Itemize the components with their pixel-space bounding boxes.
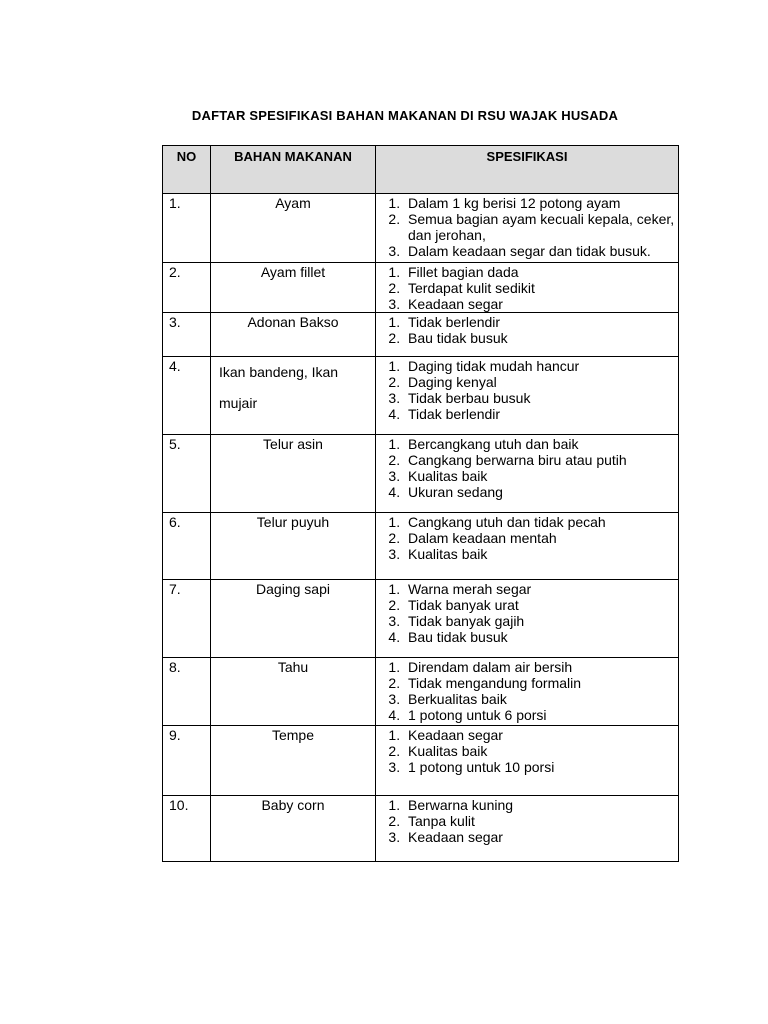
specification-item: 2. Tidak mengandung formalin (404, 675, 678, 691)
specification-item: 2. Tanpa kulit (404, 813, 678, 829)
specification-list (382, 264, 678, 312)
food-item: Ayam (211, 194, 376, 263)
specification-list (382, 436, 678, 500)
specification-list (382, 727, 678, 775)
specification-list (382, 581, 678, 645)
specification-list (382, 659, 678, 723)
specification-list (382, 797, 678, 845)
specification-item: 1. Cangkang utuh dan tidak pecah (404, 514, 678, 530)
specification-item: 2. Daging kenyal (404, 374, 678, 390)
specification-cell (376, 194, 679, 263)
specification-item: 4. Ukuran sedang (404, 484, 678, 500)
header-spesifikasi: SPESIFIKASI (376, 146, 679, 194)
specification-cell (376, 796, 679, 862)
row-number: 6. (163, 513, 211, 580)
food-item: Daging sapi (211, 580, 376, 658)
row-number: 3. (163, 313, 211, 357)
table-row (163, 313, 679, 357)
food-item: Telur asin (211, 435, 376, 513)
specification-item: 3. Keadaan segar (404, 296, 678, 312)
table-row (163, 796, 679, 862)
specification-item: 2. Bau tidak busuk (404, 330, 678, 346)
specification-item: 1. Fillet bagian dada (404, 264, 678, 280)
specification-item: 1. Bercangkang utuh dan baik (404, 436, 678, 452)
specification-item: 1. Berwarna kuning (404, 797, 678, 813)
row-number: 4. (163, 357, 211, 435)
table-header-row (163, 146, 679, 194)
table-row (163, 726, 679, 796)
specification-item: 3. Keadaan segar (404, 829, 678, 845)
specification-table (162, 145, 679, 862)
specification-item: 2. Semua bagian ayam kecuali kepala, ceker, dan jerohan, (404, 211, 678, 243)
specification-item: 2. Cangkang berwarna biru atau putih (404, 452, 678, 468)
specification-item: 3. Kualitas baik (404, 546, 678, 562)
specification-item: 1. Daging tidak mudah hancur (404, 358, 678, 374)
specification-item: 1. Warna merah segar (404, 581, 678, 597)
row-number: 10. (163, 796, 211, 862)
page-title: DAFTAR SPESIFIKASI BAHAN MAKANAN DI RSU WAJAK HUSADA (191, 108, 619, 123)
row-number: 8. (163, 658, 211, 726)
header-no: NO (163, 146, 211, 194)
row-number: 2. (163, 263, 211, 313)
table-row (163, 658, 679, 726)
specification-cell (376, 658, 679, 726)
food-item: Baby corn (211, 796, 376, 862)
specification-cell (376, 513, 679, 580)
specification-item: 3. Kualitas baik (404, 468, 678, 484)
specification-item: 2. Kualitas baik (404, 743, 678, 759)
header-bahan: BAHAN MAKANAN (211, 146, 376, 194)
food-item: Ayam fillet (211, 263, 376, 313)
food-item: Adonan Bakso (211, 313, 376, 357)
specification-item: 1. Keadaan segar (404, 727, 678, 743)
specification-item: 4. 1 potong untuk 6 porsi (404, 707, 678, 723)
table-row (163, 513, 679, 580)
food-item: Telur puyuh (211, 513, 376, 580)
table-row (163, 435, 679, 513)
food-item: Tempe (211, 726, 376, 796)
specification-item: 3. Tidak banyak gajih (404, 613, 678, 629)
specification-item: 1. Tidak berlendir (404, 314, 678, 330)
specification-cell (376, 726, 679, 796)
specification-cell (376, 580, 679, 658)
specification-item: 4. Bau tidak busuk (404, 629, 678, 645)
specification-cell (376, 313, 679, 357)
food-item: Tahu (211, 658, 376, 726)
specification-list (382, 514, 678, 562)
table-row (163, 357, 679, 435)
specification-cell (376, 263, 679, 313)
specification-cell (376, 357, 679, 435)
row-number: 9. (163, 726, 211, 796)
row-number: 5. (163, 435, 211, 513)
table-row (163, 194, 679, 263)
specification-item: 1. Dalam 1 kg berisi 12 potong ayam (404, 195, 678, 211)
specification-item: 1. Direndam dalam air bersih (404, 659, 678, 675)
specification-item: 3. Tidak berbau busuk (404, 390, 678, 406)
specification-item: 3. Berkualitas baik (404, 691, 678, 707)
row-number: 1. (163, 194, 211, 263)
table-body (163, 194, 679, 862)
specification-item: 4. Tidak berlendir (404, 406, 678, 422)
specification-item: 2. Dalam keadaan mentah (404, 530, 678, 546)
specification-cell (376, 435, 679, 513)
specification-item: 2. Terdapat kulit sedikit (404, 280, 678, 296)
row-number: 7. (163, 580, 211, 658)
specification-list (382, 358, 678, 422)
specification-list (382, 195, 678, 259)
specification-list (382, 314, 678, 346)
specification-item: 3. 1 potong untuk 10 porsi (404, 759, 678, 775)
table-row (163, 580, 679, 658)
food-item: Ikan bandeng, Ikan mujair (211, 357, 376, 435)
table-row (163, 263, 679, 313)
specification-item: 2. Tidak banyak urat (404, 597, 678, 613)
specification-item: 3. Dalam keadaan segar dan tidak busuk. (404, 243, 678, 259)
